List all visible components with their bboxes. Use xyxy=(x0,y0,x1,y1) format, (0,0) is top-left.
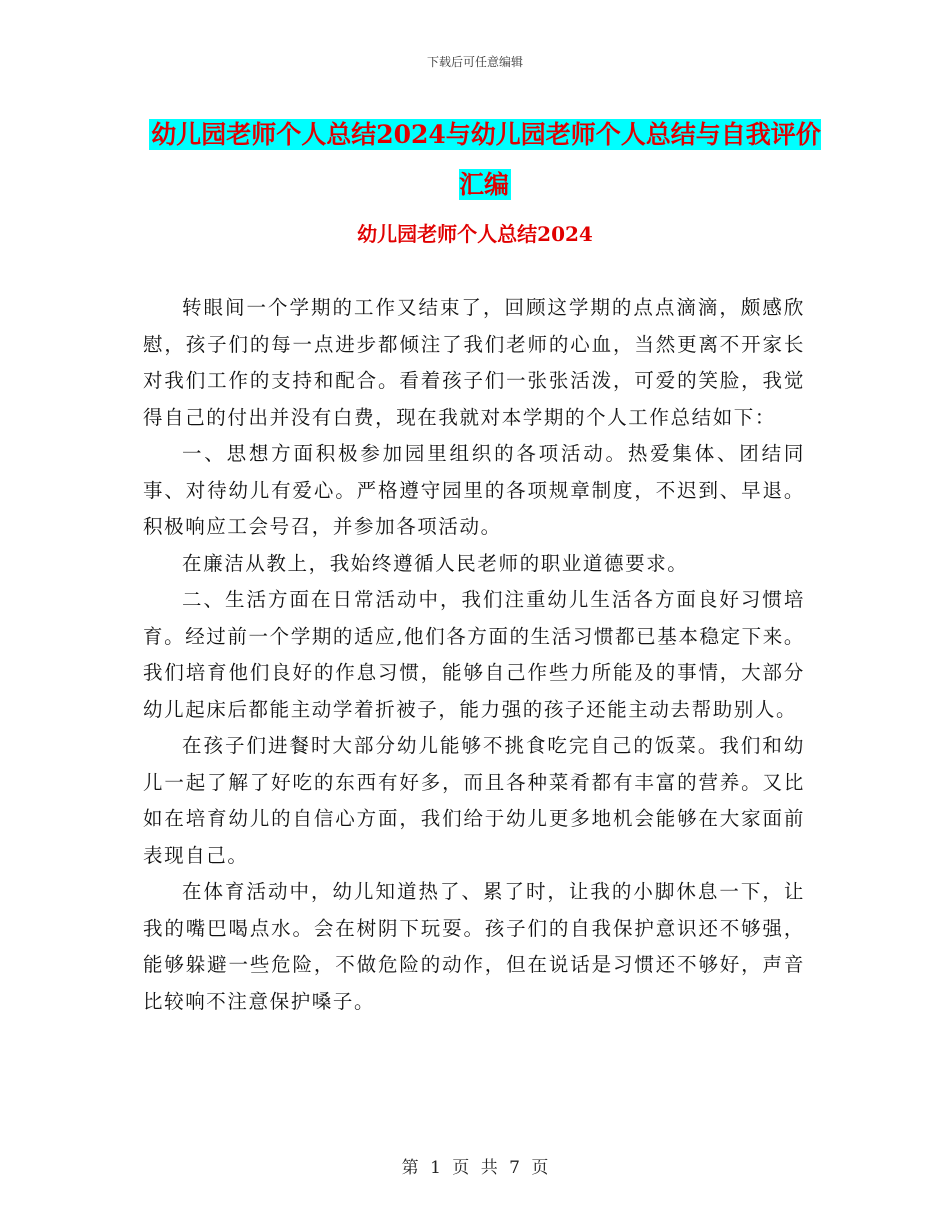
paragraph: 在孩子们进餐时大部分幼儿能够不挑食吃完自己的饭菜。我们和幼儿一起了解了好吃的东西有好多，而且各种菜肴都有丰富的营养。又比如在培育幼儿的自信心方面，我们给于幼儿更多地机会能够在大家面前表现自己。 xyxy=(143,734,805,867)
page-number: 第 1 页 共 7 页 xyxy=(401,1158,549,1178)
header-note: 下载后可任意编辑 xyxy=(426,55,523,69)
document-body xyxy=(143,290,805,1020)
paragraph: 转眼间一个学期的工作又结束了，回顾这学期的点点滴滴，颇感欣慰，孩子们的每一点进步都倾注了我们老师的心血，当然更离不开家长对我们工作的支持和配合。看着孩子们一张张活泼，可爱的笑脸，我觉得自己的付出并没有白费，现在我就对本学期的个人工作总结如下： xyxy=(143,296,805,429)
paragraph: 一、思想方面积极参加园里组织的各项活动。热爱集体、团结同事、对待幼儿有爱心。严格遵守园里的各项规章制度，不迟到、早退。积极响应工会号召，并参加各项活动。 xyxy=(143,442,805,538)
document-title xyxy=(140,110,830,210)
paragraph: 在廉洁从教上，我始终遵循人民老师的职业道德要求。 xyxy=(182,551,689,575)
section-title: 幼儿园老师个人总结2024 xyxy=(357,222,593,246)
document-title-text: 幼儿园老师个人总结2024与幼儿园老师个人总结与自我评价汇编 xyxy=(151,120,821,199)
paragraph: 二、生活方面在日常活动中，我们注重幼儿生活各方面良好习惯培育。经过前一个学期的适应,他们各方面的生活习惯都已基本稳定下来。我们培育他们良好的作息习惯，能够自己作些力所能及的事情，大部分幼儿起床后都能主动学着折被子，能力强的孩子还能主动去帮助别人。 xyxy=(143,588,805,721)
paragraph: 在体育活动中，幼儿知道热了、累了时，让我的小脚休息一下，让我的嘴巴喝点水。会在树阴下玩耍。孩子们的自我保护意识还不够强，能够躲避一些危险，不做危险的动作，但在说话是习惯还不够好，声音比较响不注意保护嗓子。 xyxy=(143,880,805,1013)
